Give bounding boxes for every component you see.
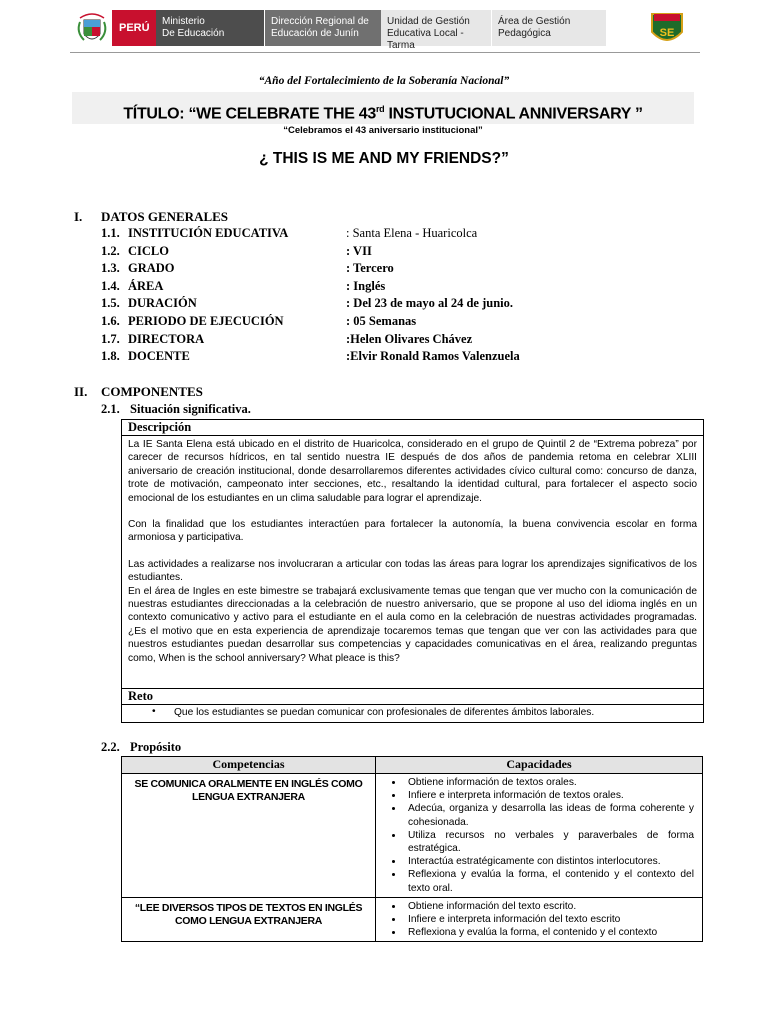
competencia-title: SE COMUNICA ORALMENTE EN INGLÉS COMO LENGUA EXTRANJERA	[134, 778, 363, 803]
general-item-value: : Santa Elena - Huaricolca	[346, 226, 478, 240]
capacidad-item: • Obtiene información del texto escrito.	[404, 900, 694, 913]
ugel-line-2: Educativa Local - Tarma	[387, 28, 464, 51]
general-item-label: DURACIÓN	[128, 296, 197, 311]
general-item-number: 1.2.	[101, 243, 120, 258]
title-superscript: rd	[375, 104, 385, 114]
reto-item-text: Que los estudiantes se puedan comunicar con profesionales de diferentes ámbitos laborales.	[174, 707, 595, 718]
section-1-title: DATOS GENERALES	[101, 209, 229, 224]
general-item-value: : 05 Semanas	[346, 314, 417, 328]
dre-box	[264, 10, 381, 46]
capacidad-item: • Infiere e interpreta información del texto escrito	[404, 913, 694, 926]
reto-box	[121, 688, 704, 723]
competencia-cell	[122, 774, 376, 898]
dre-line-1: Dirección Regional de	[271, 16, 369, 27]
competencia-title: “LEE DIVERSOS TIPOS DE TEXTOS EN INGLÉS COMO LENGUA EXTRANJERA	[134, 901, 363, 927]
proposito-table	[121, 756, 703, 942]
general-item-number: 1.8.	[101, 349, 120, 364]
capacidad-item: • Reflexiona y evalúa la forma, el contenido y el contexto del texto oral.	[404, 868, 694, 894]
subsection-2-2-number: 2.2.	[101, 740, 120, 754]
ugel-box	[381, 10, 491, 51]
header-divider	[70, 52, 700, 53]
ministerio-line-1: Ministerio	[162, 16, 205, 27]
capacidad-item: • Obtiene información de textos orales.	[404, 776, 694, 789]
capacidad-item: • Interactúa estratégicamente con distintos interlocutores.	[404, 855, 694, 868]
table-row	[122, 774, 703, 898]
ministerio-line-2: De Educación	[162, 28, 225, 39]
title-suffix: INSTUTUCIONAL ANNIVERSARY ”	[384, 105, 643, 123]
capacidad-item: • Reflexiona y evalúa la forma, el contenido y el contexto	[404, 926, 694, 939]
column-header-capacidades: Capacidades	[376, 757, 703, 774]
description-paragraph-3: Las actividades a realizarse nos involucraran a articular con todas las áreas para lograr los aprendizajes significativos de los estudiantes.	[128, 558, 697, 584]
general-item-value: : Del 23 de mayo al 24 de junio.	[346, 296, 514, 311]
capacidades-cell	[376, 774, 703, 898]
capacidades-list	[376, 774, 702, 897]
table-header-row	[122, 757, 703, 774]
description-paragraph-4: En el área de Ingles en este bimestre se trabajará exclusivamente temas que tengan que ver mucho con la comunicación de nuestras estudiantes direccionadas a la celebración de nuestro aniversario, que se propone al uso del idioma inglés en un contexto comunicativo y activo para el estudiante en el aula como en la celebración de nuestras actividades programadas. ¿Es el motivo que en esta experiencia de aprendizaje tocaremos temas que tengan que ver con las actividades para que nuestros estudiantes puedan desarrollar sus competencias y capacidades comunicativas en el área, realizando preguntas como, When is the school anniversary? What pleace is this?	[128, 585, 697, 664]
general-item-number: 1.7.	[101, 331, 120, 346]
general-item-label: PERIODO DE EJECUCIÓN	[128, 314, 284, 328]
general-item-value: :Helen Olivares Chávez	[346, 331, 473, 346]
description-paragraph-2: Con la finalidad que los estudiantes interactúen para fortalecer la autonomía, la buena convivencia escolar en forma armoniosa y participativa.	[128, 519, 697, 544]
school-logo-text: SE	[659, 27, 675, 39]
reto-header: Reto	[122, 689, 703, 705]
ugel-line-1: Unidad de Gestión	[387, 16, 470, 27]
capacidad-item: • Utiliza recursos no verbales y paraverbales de forma estratégica.	[404, 829, 694, 855]
section-1-number: I.	[74, 209, 83, 224]
reto-item	[122, 705, 703, 719]
general-item-number: 1.3.	[101, 261, 120, 276]
general-item-number: 1.1.	[101, 226, 120, 240]
general-item-value: : VII	[346, 243, 372, 258]
description-body	[122, 436, 703, 665]
year-motto: “Año del Fortalecimiento de la Soberanía Nacional”	[258, 75, 510, 87]
general-item-value: : Tercero	[346, 261, 394, 276]
description-paragraph-1: La IE Santa Elena está ubicado en el distrito de Huaricolca, considerado en el grupo de Quintil 2 de “Extrema pobreza” por carecer de recursos hídricos, en tal sentido nuestra IE después de dos años de pandemia retoma en celebrar XLIII aniversario de creación institucional, donde desarrollaremos diferentes actividades cívico cultural como: concurso de danza, trote de motivación, campeonato inter secciones, etc., resaltando la identidad cultural, para fortalecer el aspecto socio emocional de los estudiantes en un clima saludable para lograr el aprendizaje.	[128, 439, 697, 504]
description-header: Descripción	[122, 420, 703, 436]
school-logo-icon	[648, 10, 686, 48]
capacidad-item: • Adecúa, organiza y desarrolla las ideas de forma coherente y cohesionada.	[404, 802, 694, 828]
subsection-2-2-title: Propósito	[130, 740, 182, 754]
general-item-number: 1.6.	[101, 314, 120, 328]
peru-label-box: PERÚ	[112, 10, 156, 46]
competencia-cell	[122, 897, 376, 942]
capacidad-item: • Infiere e interpreta información de textos orales.	[404, 789, 694, 802]
section-2-title: COMPONENTES	[101, 384, 203, 399]
description-box	[121, 419, 704, 689]
peru-coat-of-arms-icon	[74, 10, 110, 48]
capacidades-list	[376, 898, 702, 942]
unit-question: ¿ THIS IS ME AND MY FRIENDS?”	[259, 150, 509, 167]
area-box	[492, 10, 606, 46]
column-header-competencias: Competencias	[122, 757, 376, 774]
subsection-2-1-title: Situación significativa.	[130, 402, 251, 416]
area-line-2: Pedagógica	[498, 28, 551, 39]
general-item-label: DIRECTORA	[128, 331, 205, 346]
general-item-label: INSTITUCIÓN EDUCATIVA	[128, 226, 289, 240]
title-prefix: TÍTULO: “WE CELEBRATE THE 43	[123, 105, 376, 123]
general-item-label: CICLO	[128, 243, 169, 258]
general-item-number: 1.4.	[101, 278, 120, 293]
table-row	[122, 897, 703, 942]
page-subtitle: “Celebramos el 43 aniversario institucional”	[283, 125, 483, 136]
subsection-2-1-number: 2.1.	[101, 402, 120, 416]
general-item-value: : Inglés	[346, 278, 386, 293]
general-item-label: ÁREA	[128, 278, 164, 293]
bullet-icon: •	[152, 706, 156, 717]
general-item-number: 1.5.	[101, 296, 120, 311]
page-title	[72, 104, 694, 123]
capacidades-cell	[376, 897, 703, 942]
general-item-label: GRADO	[128, 261, 175, 276]
dre-line-2: Educación de Junín	[271, 28, 359, 39]
area-line-1: Área de Gestión	[498, 16, 571, 27]
header-banner	[70, 10, 690, 51]
section-2-number: II.	[74, 384, 88, 399]
general-item-label: DOCENTE	[128, 349, 190, 364]
general-item-value: :Elvir Ronald Ramos Valenzuela	[346, 349, 520, 364]
